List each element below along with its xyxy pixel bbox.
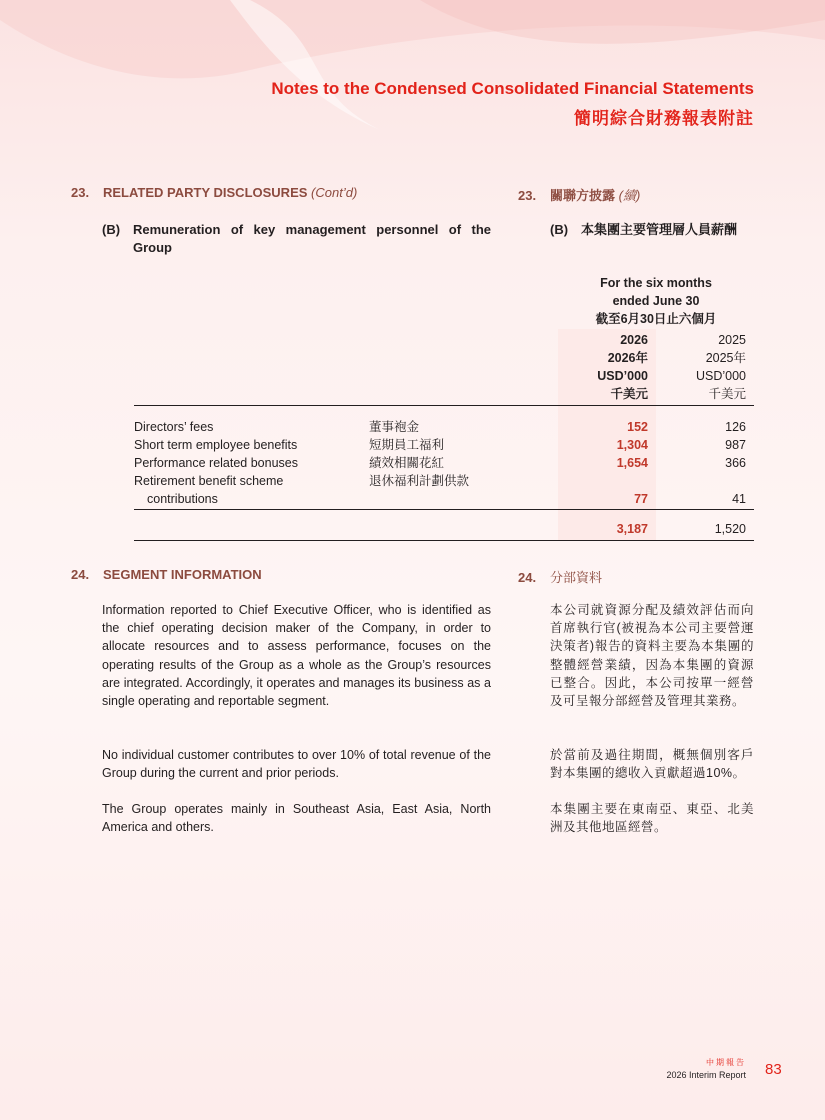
page-header-title-en: Notes to the Condensed Consolidated Financial Statements — [271, 79, 754, 98]
section-contd: (Cont’d) — [311, 185, 358, 200]
subsection-label: (B) — [102, 222, 121, 237]
section-title: 分部資料 — [550, 570, 603, 585]
section-number: 24. — [71, 567, 90, 582]
segment-para1-en: Information reported to Chief Executive Officer, who is identified as the chief operating decision maker of the Company, in order to allocate resources and to assess performance, focuses on the operating results of the Group as a whole as the Group’s resources are integrated. Accordingly, it operates and manages its business as a single operating and reportable segment. — [102, 603, 491, 709]
subsection-b-en — [102, 221, 492, 261]
row-retirement-en-line2: contributions — [147, 492, 218, 506]
segment-para3-en: The Group operates mainly in Southeast Asia, East Asia, North America and others. — [102, 802, 491, 835]
segment-para2-en: No individual customer contributes to over 10% of total revenue of the Group during the current and prior periods. — [102, 748, 491, 781]
table-subtotal-rule — [134, 509, 754, 510]
section-23-heading-en — [71, 185, 357, 200]
row-retirement-en: Retirement benefit scheme — [134, 474, 284, 488]
section-title: SEGMENT INFORMATION — [103, 567, 262, 582]
year: 2026 — [620, 333, 648, 347]
subsection-label: (B) — [550, 222, 569, 237]
page-number: 83 — [765, 1061, 782, 1078]
section-number: 24. — [518, 570, 537, 585]
row-retirement-2026: 77 — [634, 492, 648, 506]
unit-zh: 千美元 — [708, 387, 746, 401]
section-number: 23. — [71, 185, 90, 200]
row-short-term-benefits-zh: 短期員工福利 — [369, 438, 445, 452]
section-title: RELATED PARTY DISCLOSURES — [103, 185, 308, 200]
section-23-heading-zh — [518, 185, 640, 204]
unit-zh: 千美元 — [610, 387, 648, 401]
row-short-term-benefits-en: Short term employee benefits — [134, 438, 298, 452]
period-line2: ended June 30 — [612, 294, 700, 308]
table-header-rule — [134, 405, 754, 406]
column-header-2026 — [558, 331, 648, 403]
row-short-term-benefits-2026: 1,304 — [616, 438, 648, 452]
row-directors-fees-2026: 152 — [627, 420, 648, 434]
year: 2025 — [718, 333, 746, 347]
total-2026: 3,187 — [616, 522, 648, 536]
subsection-title: 本集團主要管理層人員薪酬 — [581, 222, 738, 237]
section-title: 關聯方披露 — [550, 188, 616, 203]
subsection-b-zh — [550, 221, 760, 241]
row-retirement-zh: 退休福利計劃供款 — [369, 474, 470, 488]
column-header-2025 — [656, 331, 746, 403]
segment-para1-zh: 本公司就資源分配及績效評估而向首席執行官(被視為本公司主要營運決策者)報告的資料主要為本集團的整體經營業績，因為本集團的資源已整合。因此，本公司按單一經營及可呈報分部經營及管理其業務。 — [550, 603, 754, 709]
segment-para3-zh: 本集團主要在東南亞、東亞、北美洲及其他地區經營。 — [550, 802, 754, 835]
unit: USD’000 — [597, 369, 648, 383]
section-contd: (續) — [618, 188, 641, 203]
row-retirement-2025: 41 — [732, 492, 746, 506]
segment-para2-zh: 於當前及過往期間，概無個別客戶對本集團的總收入貢獻超過10%。 — [550, 748, 754, 781]
year-zh: 2026年 — [607, 351, 648, 365]
row-directors-fees-en: Directors’ fees — [134, 420, 214, 434]
table-total-rule — [134, 540, 754, 541]
row-directors-fees-zh: 董事袍金 — [369, 420, 420, 434]
period-header — [576, 274, 736, 328]
subsection-title-line1: Remuneration of key management personnel of the — [133, 222, 491, 237]
section-24-heading-en — [71, 567, 262, 582]
period-zh: 截至6月30日止六個月 — [595, 312, 717, 326]
page-header-title-zh: 簡明綜合財務報表附註 — [574, 109, 754, 128]
period-line1: For the six months — [600, 276, 712, 290]
footer-report-zh: 中期報告 — [706, 1058, 746, 1067]
footer-report-en: 2026 Interim Report — [666, 1070, 746, 1080]
year-zh: 2025年 — [705, 351, 746, 365]
row-performance-bonuses-2026: 1,654 — [616, 456, 648, 470]
section-number: 23. — [518, 188, 537, 203]
row-performance-bonuses-2025: 366 — [725, 456, 746, 470]
total-2025: 1,520 — [714, 522, 746, 536]
subsection-title-line2: Group — [133, 240, 172, 255]
row-directors-fees-2025: 126 — [725, 420, 746, 434]
row-performance-bonuses-zh: 績效相關花紅 — [369, 456, 445, 470]
unit: USD’000 — [695, 369, 746, 383]
row-short-term-benefits-2025: 987 — [725, 438, 746, 452]
section-24-heading-zh — [518, 567, 602, 586]
row-performance-bonuses-en: Performance related bonuses — [134, 456, 298, 470]
